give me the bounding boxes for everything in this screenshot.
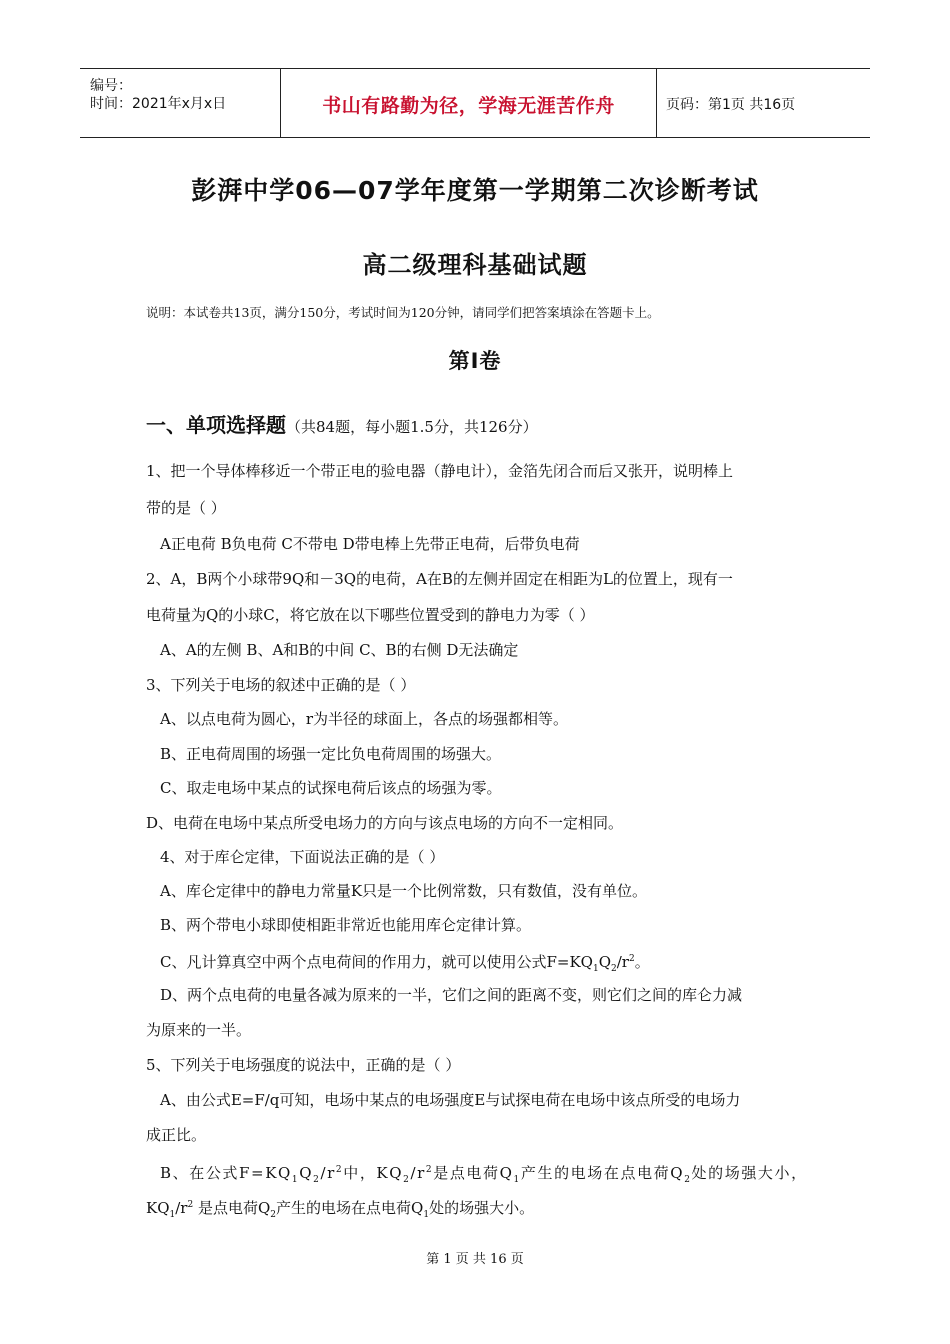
q1-line1: 1、把一个导体棒移近一个带正电的验电器（静电计），金箔先闭合而后又张开，说明棒上	[146, 462, 734, 480]
q4c-r: /r	[616, 953, 629, 971]
q4-option-d: D、两个点电荷的电量各减为原来的一半，它们之间的距离不变，则它们之间的库仑力减	[160, 986, 743, 1004]
q5b-t4: 中，KQ	[343, 1164, 404, 1182]
q1-line2: 带的是（ ）	[146, 499, 226, 517]
motto: 书山有路勤为径，学海无涯苦作舟	[322, 95, 615, 117]
q5c-t4: 产生的电场在点电荷Q	[276, 1199, 424, 1217]
q5b-t5: /r	[410, 1164, 426, 1182]
part-heading: 第Ⅰ卷	[448, 349, 502, 373]
q5b-t1: B、在公式F=KQ	[160, 1164, 292, 1182]
q4-option-b: B、两个带电小球即使相距非常近也能用库仑定律计算。	[160, 916, 532, 934]
number-label: 编号：	[90, 78, 132, 94]
header-table	[80, 68, 870, 138]
q5b-t3: /r	[320, 1164, 336, 1182]
q3-stem: 3、下列关于电场的叙述中正确的是（ ）	[146, 676, 416, 694]
section-title: 一、单项选择题	[146, 413, 286, 437]
page-title: 彭湃中学06—07学年度第一学期第二次诊断考试	[191, 176, 759, 205]
q3-option-d: D、电荷在电场中某点所受电场力的方向与该点电场的方向不一定相同。	[146, 814, 624, 832]
q4c-end: 。	[634, 953, 650, 971]
instructions: 说明：本试卷共13页，满分150分，考试时间为120分钟，请同学们把答案填涂在答题卡上。	[146, 305, 660, 320]
q4c-sup: 2	[628, 954, 635, 964]
q5b-t7: 产生的电场在点电荷Q	[520, 1164, 685, 1182]
q5b-s5: 2	[684, 1175, 692, 1185]
q5b-sup1: 2	[335, 1165, 344, 1175]
q5-option-a: A、由公式E=F/q可知，电场中某点的电场强度E与试探电荷在电场中该点所受的电场力	[160, 1091, 741, 1109]
q5b-s1: 1	[291, 1175, 300, 1185]
q4-option-c	[160, 949, 650, 979]
q4c-sub1: 1	[592, 964, 599, 974]
q5c-s3: 1	[423, 1210, 430, 1220]
q4c-text: C、凡计算真空中两个点电荷间的作用力，就可以使用公式F=KQ	[160, 953, 593, 971]
q1-options: A正电荷 B负电荷 C不带电 D带电棒上先带正电荷，后带负电荷	[160, 535, 580, 553]
q5c-s2: 2	[270, 1210, 277, 1220]
q5c-t2: /r	[175, 1199, 188, 1217]
q5c-t5: 处的场强大小。	[429, 1199, 535, 1217]
q5-option-a-cont: 成正比。	[146, 1126, 207, 1144]
page-footer: 第 1 页 共 16 页	[426, 1252, 524, 1267]
header-left-cell	[80, 69, 280, 137]
header-motto-cell	[280, 69, 657, 137]
q4c-q: Q	[598, 953, 612, 971]
q5-option-b-cont	[146, 1195, 534, 1225]
q5c-s1: 1	[169, 1210, 176, 1220]
q5b-t2: Q	[299, 1164, 314, 1182]
date-label: 时间：2021年x月x日	[90, 96, 227, 112]
page-code: 页码：第1页 共16页	[666, 97, 796, 113]
q5b-t6: 是点电荷Q	[433, 1164, 514, 1182]
q3-option-b: B、正电荷周围的场强一定比负电荷周围的场强大。	[160, 745, 502, 763]
q5-option-b	[160, 1160, 808, 1190]
q4-stem: 4、对于库仑定律，下面说法正确的是（ ）	[160, 848, 445, 866]
q2-line2: 电荷量为Q的小球C，将它放在以下哪些位置受到的静电力为零（ ）	[146, 606, 595, 624]
page-subtitle: 高二级理科基础试题	[362, 251, 588, 279]
q5c-sup: 2	[187, 1200, 194, 1210]
q5-stem: 5、下列关于电场强度的说法中，正确的是（ ）	[146, 1056, 461, 1074]
q5c-t3: 是点电荷Q	[193, 1199, 271, 1217]
q2-line1: 2、A，B两个小球带9Q和－3Q的电荷，A在B的左侧并固定在相距为L的位置上，现有一	[146, 570, 733, 588]
header-right-cell	[656, 69, 870, 137]
q3-option-c: C、取走电场中某点的试探电荷后该点的场强为零。	[160, 779, 502, 797]
q4-option-a: A、库仑定律中的静电力常量K只是一个比例常数，只有数值，没有单位。	[160, 882, 648, 900]
q5b-t8: 处的场强大小，	[691, 1164, 808, 1182]
q5c-t1: KQ	[146, 1199, 170, 1217]
q5b-s3: 2	[403, 1175, 411, 1185]
q5b-sup2: 2	[425, 1165, 434, 1175]
q2-options: A、A的左侧 B、A和B的中间 C、B的右侧 D无法确定	[160, 641, 519, 659]
q5b-s4: 1	[513, 1175, 521, 1185]
section-heading	[146, 409, 538, 438]
section-detail: （共84题，每小题1.5分，共126分）	[286, 418, 538, 436]
q4-option-d-cont: 为原来的一半。	[146, 1021, 252, 1039]
q5b-s2: 2	[313, 1175, 321, 1185]
q3-option-a: A、以点电荷为圆心，r为半径的球面上，各点的场强都相等。	[160, 710, 569, 728]
q4c-sub2: 2	[611, 964, 617, 974]
